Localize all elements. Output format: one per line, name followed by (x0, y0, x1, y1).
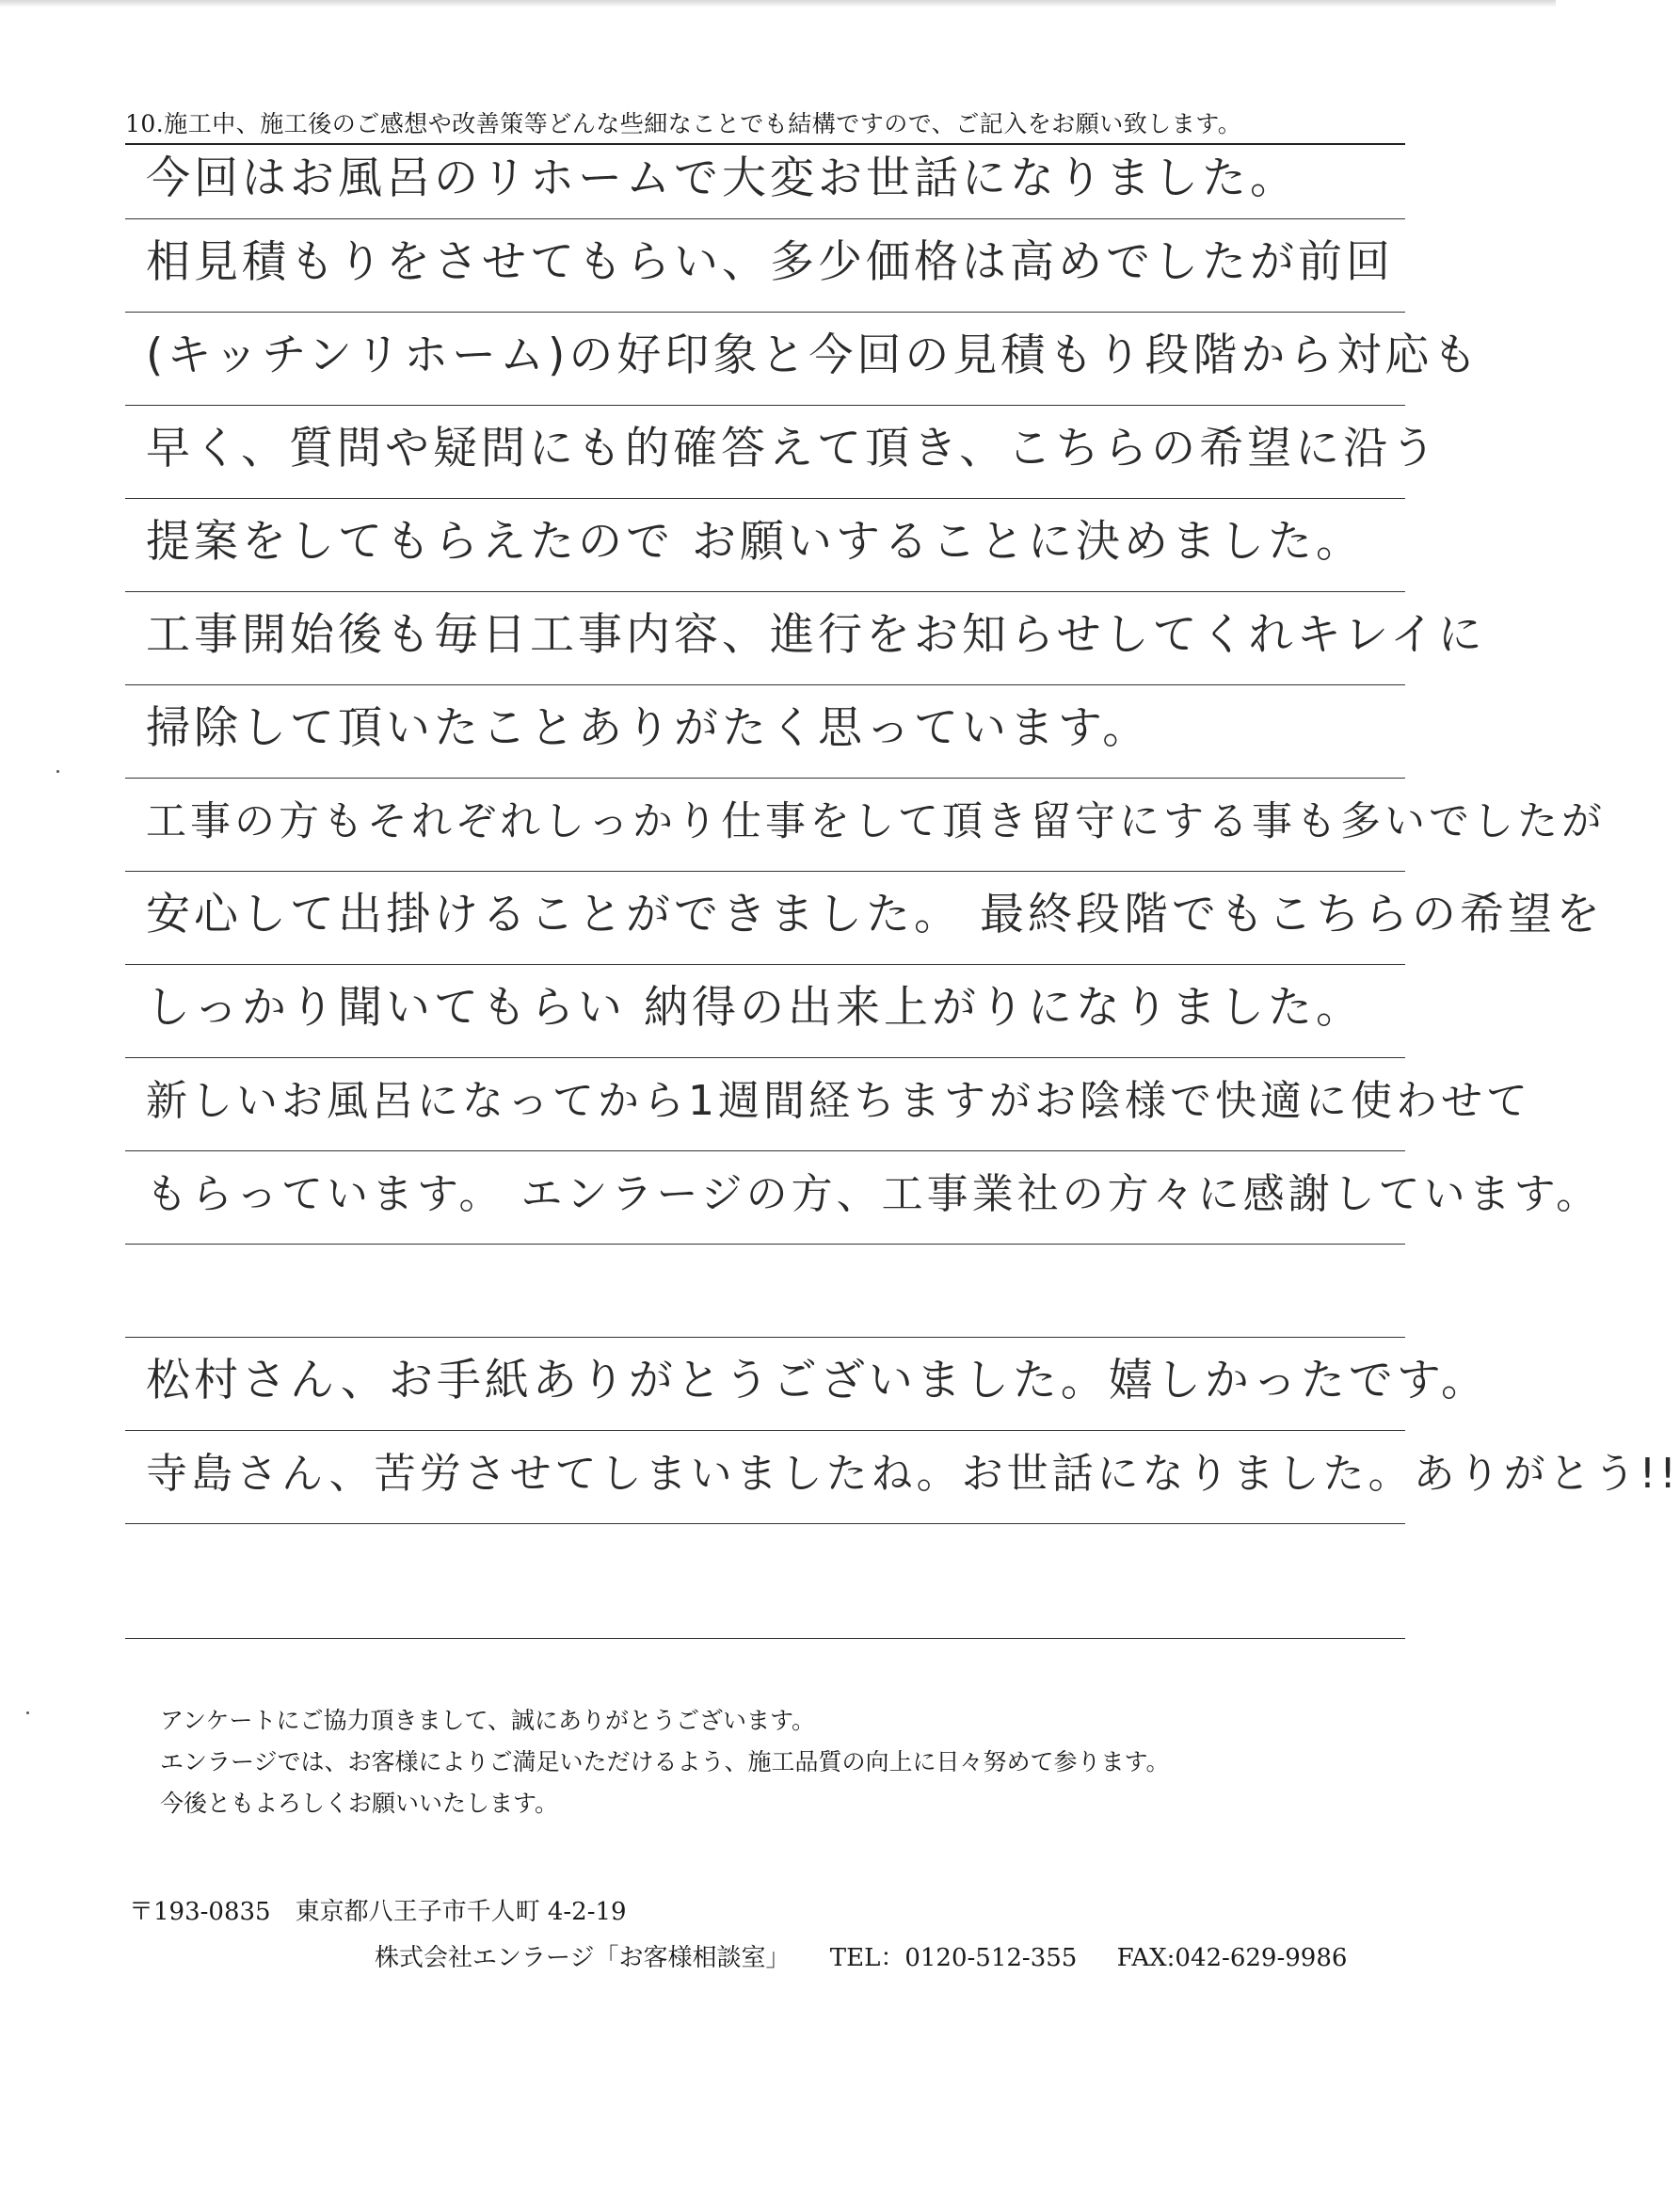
answer-line: 今回はお風呂のリホームで大変お世話になりました。 (146, 153, 1298, 204)
ruled-line (125, 1638, 1405, 1639)
answer-line: 工事の方もそれぞれしっかり仕事をして頂き留守にする事も多いでしたが (146, 798, 1606, 845)
answer-line: 早く、質問や疑問にも的確答えて頂き、こちらの希望に沿う (146, 423, 1440, 474)
ruled-line (125, 218, 1405, 219)
ruled-line (125, 498, 1405, 499)
answer-line (146, 1530, 1398, 1605)
answer-line: 安心して出掛けることができました。 最終段階でもこちらの希望を (146, 889, 1604, 940)
scan-top-edge (0, 0, 1556, 8)
answer-line (146, 1250, 1398, 1325)
ruled-line (125, 1430, 1405, 1431)
answer-line: 相見積もりをさせてもらい、多少価格は高めでしたが前回 (146, 236, 1394, 288)
ruled-line (125, 591, 1405, 592)
answer-line: 新しいお風呂になってから1週間経ちますがお陰様で快適に使わせて (146, 1077, 1531, 1125)
answer-line: 掃除して頂いたことありがたく思っています。 (146, 702, 1151, 754)
closing-commitment: エンラージでは、お客様によりご満足いただけるよう、施工品質の向上に日々努めて参ります。 (160, 1748, 1170, 1775)
postal-address: 〒193-0835 東京都八王子市千人町 4-2-19 (129, 1898, 627, 1926)
survey-question: 10.施工中、施工後のご感想や改善策等どんな些細なことでも結構ですので、ご記入をお願い致します。 (125, 105, 1405, 145)
answer-line: 松村さん、お手紙ありがとうございました。嬉しかったです。 (146, 1355, 1490, 1406)
ruled-line (125, 312, 1405, 313)
scan-speck (56, 770, 59, 773)
ruled-line (125, 684, 1405, 685)
answer-line: 寺島さん、苦労させてしまいましたね。お世話になりました。ありがとう!! (146, 1450, 1680, 1498)
ruled-line (125, 871, 1405, 872)
company-name: 株式会社エンラージ「お客様相談室」 (375, 1944, 791, 1972)
contact-line (375, 1938, 1379, 1973)
answer-line: しっかり聞いてもらい 納得の出来上がりになりました。 (146, 982, 1364, 1034)
fax-number: FAX:042-629-9986 (1116, 1944, 1348, 1972)
answer-line: (キッチンリホーム)の好印象と今回の見積もり段階から対応も (146, 329, 1481, 381)
closing-regards: 今後ともよろしくお願いいたします。 (160, 1790, 559, 1817)
answer-line: 提案をしてもらえたので お願いすることに決めました。 (146, 516, 1364, 568)
ruled-line (125, 778, 1405, 779)
closing-thanks: アンケートにご協力頂きまして、誠にありがとうございます。 (160, 1707, 816, 1734)
scan-speck (26, 1711, 29, 1714)
phone-number: TEL：0120-512-355 (829, 1944, 1078, 1972)
ruled-line (125, 1523, 1405, 1524)
ruled-line (125, 1150, 1405, 1151)
ruled-line (125, 1057, 1405, 1058)
ruled-line (125, 964, 1405, 965)
ruled-line (125, 1244, 1405, 1245)
answer-line: もらっています。 エンラージの方、工事業社の方々に感謝しています。 (146, 1170, 1602, 1218)
ruled-line (125, 1337, 1405, 1338)
answer-line: 工事開始後も毎日工事内容、進行をお知らせしてくれキレイに (146, 609, 1486, 661)
ruled-line (125, 405, 1405, 406)
